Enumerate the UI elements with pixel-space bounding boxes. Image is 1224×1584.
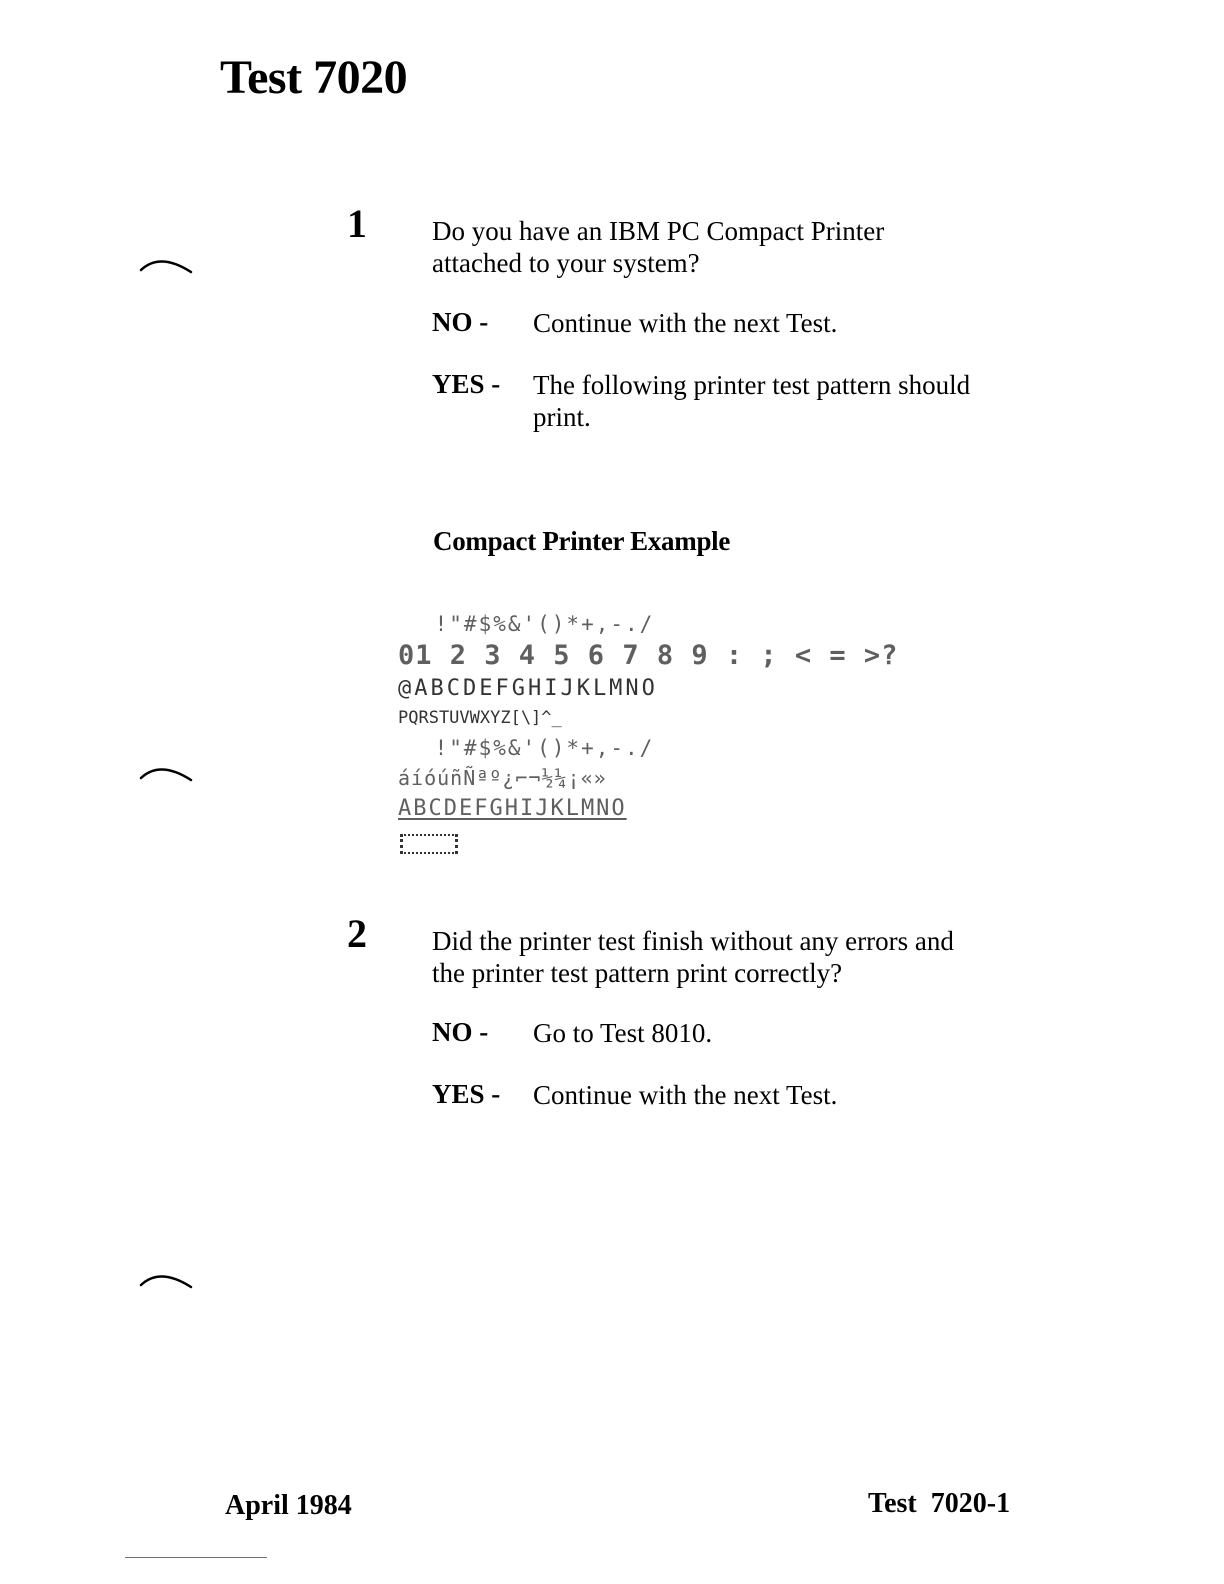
step-2-yes-key: YES - xyxy=(432,1079,501,1109)
step-1-yes-text-line: print. xyxy=(533,402,591,432)
pattern-line-5: !"#$%&'()*+,-./ xyxy=(420,736,655,760)
bottom-rule xyxy=(125,1557,267,1558)
step-1-question-line: attached to your system? xyxy=(432,248,700,278)
step-2-no-text: Go to Test 8010. xyxy=(533,1018,713,1048)
step-1-question-line: Do you have an IBM PC Compact Printer xyxy=(432,216,885,246)
step-1-yes-key: YES - xyxy=(432,369,501,399)
step-1-no-text: Continue with the next Test. xyxy=(533,308,838,338)
step-1-yes-text-line: The following printer test pattern should xyxy=(533,370,971,400)
step-2-no-key: NO - xyxy=(432,1017,489,1047)
binder-ring-arc-icon xyxy=(138,250,194,290)
binder-ring-arc-icon xyxy=(138,758,194,798)
footer-page-label: Test 7020-1 xyxy=(868,1488,1011,1519)
step-2-yes-text: Continue with the next Test. xyxy=(533,1080,838,1110)
step-2-question-line: the printer test pattern print correctly? xyxy=(432,958,843,988)
pattern-line-7: ABCDEFGHIJKLMNO xyxy=(398,796,627,821)
step-1-yes-text xyxy=(533,369,1053,433)
pattern-line-3: @ABCDEFGHIJKLMNO xyxy=(398,676,658,701)
step-2-question xyxy=(432,925,1052,989)
step-1-number: 1 xyxy=(347,201,367,246)
step-1-question xyxy=(432,215,1052,279)
box-glyph-icon xyxy=(400,834,458,854)
binder-ring-arc-icon xyxy=(138,1265,194,1305)
footer-date: April 1984 xyxy=(225,1490,352,1521)
step-2-question-line: Did the printer test finish without any errors and xyxy=(432,926,954,956)
pattern-line-4: PQRSTUVWXYZ[\]^_ xyxy=(398,708,562,728)
step-2-number: 2 xyxy=(347,911,367,956)
pattern-line-2: 01 2 3 4 5 6 7 8 9 : ; < = >? xyxy=(398,640,899,671)
pattern-line-1: !"#$%&'()*+,-./ xyxy=(420,612,655,636)
example-heading: Compact Printer Example xyxy=(433,526,731,556)
pattern-line-6: áíóúñÑªº¿⌐¬½¼¡«» xyxy=(398,766,607,790)
page-title: Test 7020 xyxy=(220,51,408,104)
step-1-no-key: NO - xyxy=(432,307,489,337)
